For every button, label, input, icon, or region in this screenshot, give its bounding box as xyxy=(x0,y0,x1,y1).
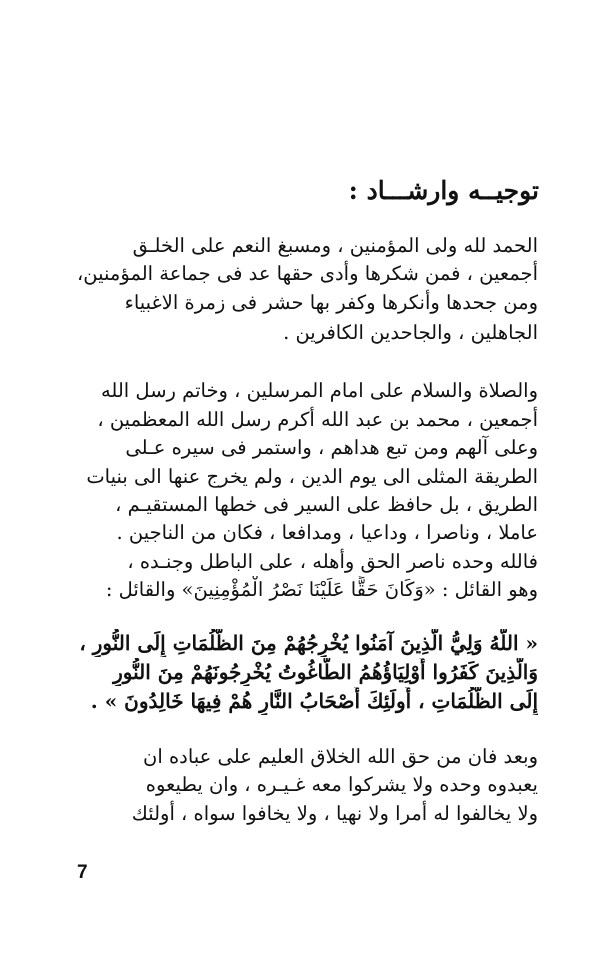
text-line: عاملا ، وناصرا ، وداعيا ، ومدافعا ، فكان من الناجين . xyxy=(116,521,538,544)
text-line: وعلى آلهم ومن تبع هداهم ، واستمر فى سيره عـلى xyxy=(125,436,538,459)
text-line: الحمد لله ولى المؤمنين ، ومسبغ النعم على الخلـق xyxy=(132,234,538,257)
section-heading: توجيــه وارشـــاد : xyxy=(348,176,539,205)
text-line: أجمعين ، محمد بن عبد الله أكرم رسل الله المعظمين ، xyxy=(97,408,538,431)
text-line: والصلاة والسلام على امام المرسلين ، وخاتم رسل الله xyxy=(100,379,538,402)
text-line: أجمعين ، فمن شكرها وأدى حقها عد فى جماعة المؤمنين، xyxy=(77,262,538,285)
text-line: وبعد فان من حق الله الخلاق العليم على عباده ان xyxy=(143,745,538,768)
text-line: فالله وحده ناصر الحق وأهله ، على الباطل وجنـده ، xyxy=(127,550,538,573)
text-line: ومن جحدها وأنكرها وكفر بها حشر فى زمرة الاغبياء xyxy=(124,291,538,314)
text-line: وَالَّذِينَ كَفَرُوا أَوْلِيَاؤُهُمُ الطَّاغُوتُ يُخْرِجُونَهُمْ مِنَ النُّورِ xyxy=(113,660,538,684)
text-line: ولا يخالفوا له أمرا ولا نهيا ، ولا يخافوا سواه ، أولئك xyxy=(131,802,538,825)
text-line: الطريق ، بل حافظ على السير فى خطها المستقيـم ، xyxy=(115,493,538,516)
text-line: الجاهلين ، والجاحدين الكافرين . xyxy=(283,321,538,344)
text-line: الطريقة المثلى الى يوم الدين ، ولم يخرج عنها الى بنيات xyxy=(86,465,538,488)
page-number: 7 xyxy=(77,862,88,883)
text-line: وهو القائل : «وَكَانَ حَقًّا عَلَيْنَا نَصْرُ الْمُؤْمِنِينَ» والقائل : xyxy=(105,578,538,601)
text-line: « اللَّهُ وَلِيُّ الَّذِينَ آمَنُوا يُخْرِجُهُمْ مِنَ الظُّلُمَاتِ إِلَى النُّورِ ، xyxy=(79,631,538,655)
text-line: يعبدوه وحده ولا يشركوا معه غـيـره ، وان يطيعوه xyxy=(145,773,538,796)
text-line: إِلَى الظُّلُمَاتِ ، أُولَئِكَ أَصْحَابُ النَّارِ هُمْ فِيهَا خَالِدُونَ » . xyxy=(90,689,538,713)
